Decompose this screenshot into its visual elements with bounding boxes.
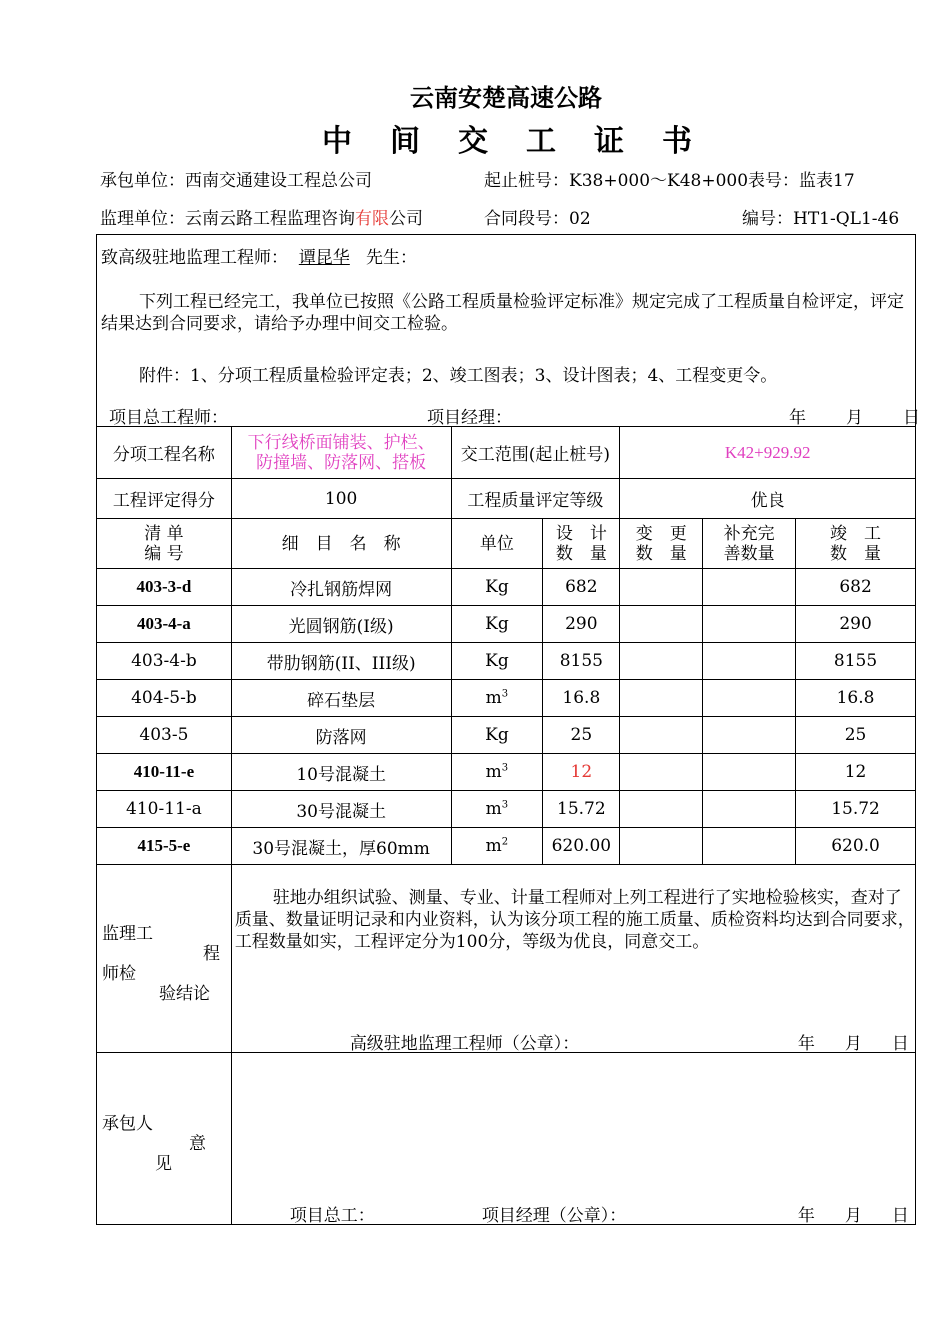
contractor-line: 承包单位：西南交通建设工程总公司 xyxy=(100,171,372,191)
subtitle-char: 书 xyxy=(662,124,692,159)
table-row: 410-11-e 10号混凝土 $m^3$ 12 12 xyxy=(97,754,916,791)
item-name-label: 分项工程名称 xyxy=(97,427,232,479)
supervision-conclusion xyxy=(231,865,915,1053)
subtitle-char: 间 xyxy=(390,124,420,159)
supervision-text: 驻地办组织试验、测量、专业、计量工程师对上列工程进行了实地检验核实，查对了质量、数量证明记录和内业资料，认为该分项工程的施工质量、质检资料均达到合同要求，工程数量如实，工程评定分为100分，等级为优良，同意交工。 xyxy=(234,888,915,952)
certificate-table xyxy=(96,234,920,1226)
supervision-signer: 高级驻地监理工程师（公章）： xyxy=(349,1034,580,1054)
subtitle-char: 证 xyxy=(594,124,624,159)
table-row: 415-5-e 30号混凝土，厚60mm $m^2$ 620.00 620.0 xyxy=(97,828,916,865)
contractor-manager: 项目经理（公章）： xyxy=(481,1206,627,1226)
col-completed: 竣 工 数 量 xyxy=(796,519,916,569)
table-row: 403-5 防落网 Kg 25 25 xyxy=(97,717,916,754)
supervision-label: 监理工 程 师检 验结论 xyxy=(97,865,232,1053)
col-name: 细 目 名 称 xyxy=(231,519,451,569)
col-unit: 单位 xyxy=(451,519,543,569)
table-row: 403-3-d 冷扎钢筋焊网 Kg 682 682 xyxy=(97,569,916,606)
contractor-opinion-label: 承包人 意 见 xyxy=(97,1053,232,1225)
supervision-date: 年 月 日 xyxy=(797,1034,909,1054)
col-change: 变 更 数 量 xyxy=(620,519,703,569)
table-row: 404-5-b 碎石垫层 $m^3$ 16.8 16.8 xyxy=(97,680,916,717)
subtitle-char: 中 xyxy=(322,124,352,159)
grade-value: 优良 xyxy=(620,479,916,519)
manager-label: 项目经理： xyxy=(427,408,512,428)
recipient-name: 谭昆华 xyxy=(298,248,350,268)
contractor-chief: 项目总工： xyxy=(289,1206,375,1226)
range-value: K42+929.92 xyxy=(620,427,916,479)
table-row: 403-4-b 带肋钢筋(II、III级) Kg 8155 8155 xyxy=(97,643,916,680)
form-number: 表号：监表17 xyxy=(748,171,855,191)
item-name-value: 下行线桥面铺装、护栏、 防撞墙、防落网、搭板 xyxy=(231,427,451,479)
subtitle-char: 工 xyxy=(526,124,556,159)
subtitle-char: 交 xyxy=(458,124,488,159)
col-supplement: 补充完 善数量 xyxy=(703,519,796,569)
serial-number: 编号：HT1-QL1-46 xyxy=(742,209,900,229)
chief-engineer-label: 项目总工程师： xyxy=(109,408,228,428)
col-design: 设 计 数 量 xyxy=(543,519,620,569)
letter-date: 年 月 日 xyxy=(789,408,920,428)
grade-label: 工程质量评定等级 xyxy=(451,479,620,519)
score-label: 工程评定得分 xyxy=(97,479,232,519)
document-subtitle xyxy=(322,116,692,160)
contract-line: 合同段号：02 xyxy=(484,209,591,229)
letter-body: 下列工程已经完工，我单位已按照《公路工程质量检验评定标准》规定完成了工程质量自检评定，评定结果达到合同要求，请给予办理中间交工检验。 xyxy=(101,292,904,334)
station-line: 起止桩号：K38+000～K48+000 xyxy=(484,171,749,191)
table-row: 410-11-a 30号混凝土 $m^3$ 15.72 15.72 xyxy=(97,791,916,828)
table-row: 403-4-a 光圆钢筋(I级) Kg 290 290 xyxy=(97,606,916,643)
application-letter xyxy=(97,235,920,428)
document-title: 云南安楚高速公路 xyxy=(410,83,602,112)
range-label: 交工范围(起止桩号) xyxy=(451,427,620,479)
contractor-date: 年 月 日 xyxy=(797,1206,909,1226)
col-code: 清 单 编 号 xyxy=(97,519,232,569)
supervisor-line: 监理单位：云南云路工程监理咨询有限公司 xyxy=(100,209,423,229)
letter-attachments: 附件：1、分项工程质量检验评定表；2、竣工图表；3、设计图表；4、工程变更令。 xyxy=(139,366,778,386)
contractor-opinion xyxy=(231,1053,915,1225)
letter-recipient: 致高级驻地监理工程师： 谭昆华 先生： xyxy=(101,248,418,268)
score-value: 100 xyxy=(231,479,451,519)
